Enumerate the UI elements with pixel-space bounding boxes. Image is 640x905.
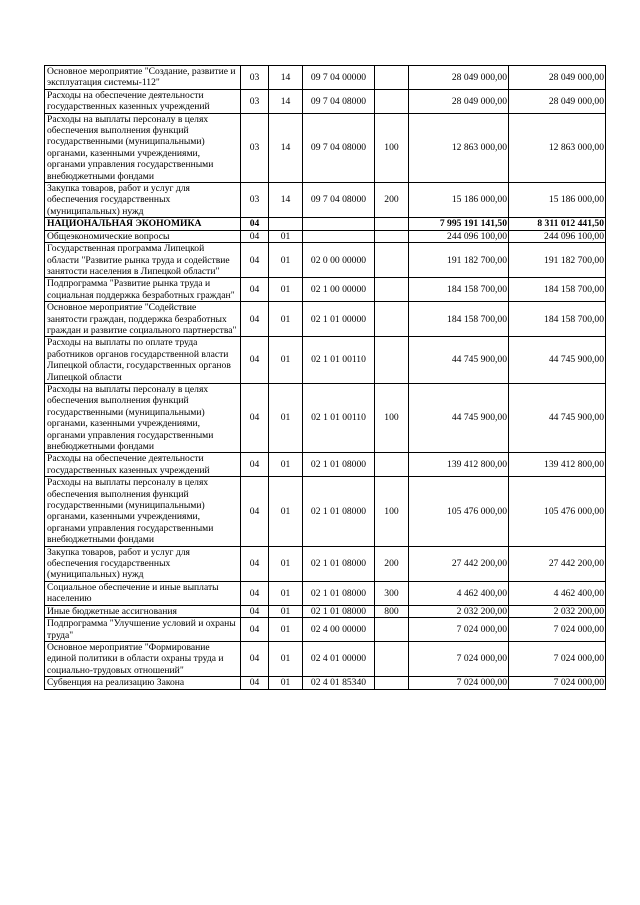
- row-name-cell: Социальное обеспечение и иные выплаты населению: [45, 581, 241, 605]
- target-article-cell: 02 1 01 08000: [303, 477, 375, 546]
- row-name-cell: Закупка товаров, работ и услуг для обеспечения государственных (муниципальных) нужд: [45, 546, 241, 581]
- expense-type-cell: [375, 89, 409, 113]
- table-row: [45, 546, 606, 581]
- subsection-code-cell: 01: [269, 677, 303, 689]
- subsection-code-cell: 01: [269, 230, 303, 242]
- target-article-cell: 02 1 01 08000: [303, 453, 375, 477]
- amount-year2-cell: 7 024 000,00: [509, 641, 606, 676]
- section-code-cell: 04: [241, 243, 269, 278]
- amount-year2-cell: 244 096 100,00: [509, 230, 606, 242]
- section-code-cell: 04: [241, 641, 269, 676]
- subsection-code-cell: 14: [269, 183, 303, 218]
- expense-type-cell: [375, 66, 409, 90]
- subsection-code-cell: 01: [269, 477, 303, 546]
- row-name-cell: Основное мероприятие "Формирование единой политики в области охраны труда и социально-трудовых отношений": [45, 641, 241, 676]
- target-article-cell: 02 4 01 85340: [303, 677, 375, 689]
- amount-year1-cell: 4 462 400,00: [409, 581, 509, 605]
- table-row: [45, 218, 606, 230]
- target-article-cell: 09 7 04 08000: [303, 113, 375, 182]
- section-code-cell: 03: [241, 183, 269, 218]
- target-article-cell: [303, 230, 375, 242]
- target-article-cell: 02 1 01 08000: [303, 605, 375, 617]
- amount-year1-cell: 7 024 000,00: [409, 618, 509, 642]
- expense-type-cell: [375, 641, 409, 676]
- amount-year2-cell: 184 158 700,00: [509, 278, 606, 302]
- expense-type-cell: 200: [375, 546, 409, 581]
- target-article-cell: 02 1 00 00000: [303, 278, 375, 302]
- table-row: [45, 641, 606, 676]
- section-code-cell: 04: [241, 477, 269, 546]
- row-name-cell: Общеэкономические вопросы: [45, 230, 241, 242]
- amount-year2-cell: 184 158 700,00: [509, 302, 606, 337]
- budget-table: [44, 65, 606, 690]
- table-row: [45, 183, 606, 218]
- amount-year1-cell: 244 096 100,00: [409, 230, 509, 242]
- expense-type-cell: 200: [375, 183, 409, 218]
- amount-year1-cell: 7 995 191 141,50: [409, 218, 509, 230]
- section-code-cell: 04: [241, 581, 269, 605]
- amount-year2-cell: 105 476 000,00: [509, 477, 606, 546]
- amount-year2-cell: 2 032 200,00: [509, 605, 606, 617]
- subsection-code-cell: 01: [269, 453, 303, 477]
- target-article-cell: [303, 218, 375, 230]
- expense-type-cell: 800: [375, 605, 409, 617]
- expense-type-cell: [375, 230, 409, 242]
- section-code-cell: 04: [241, 618, 269, 642]
- table-row: [45, 605, 606, 617]
- table-row: [45, 581, 606, 605]
- table-row: [45, 243, 606, 278]
- subsection-code-cell: 01: [269, 302, 303, 337]
- target-article-cell: 02 4 00 00000: [303, 618, 375, 642]
- expense-type-cell: 100: [375, 477, 409, 546]
- subsection-code-cell: 01: [269, 337, 303, 384]
- expense-type-cell: [375, 618, 409, 642]
- amount-year2-cell: 15 186 000,00: [509, 183, 606, 218]
- amount-year2-cell: 12 863 000,00: [509, 113, 606, 182]
- expense-type-cell: 100: [375, 383, 409, 452]
- target-article-cell: 09 7 04 08000: [303, 89, 375, 113]
- subsection-code-cell: 14: [269, 66, 303, 90]
- amount-year1-cell: 28 049 000,00: [409, 89, 509, 113]
- amount-year2-cell: 8 311 012 441,50: [509, 218, 606, 230]
- amount-year1-cell: 2 032 200,00: [409, 605, 509, 617]
- expense-type-cell: [375, 677, 409, 689]
- target-article-cell: 09 7 04 00000: [303, 66, 375, 90]
- table-row: [45, 230, 606, 242]
- amount-year2-cell: 7 024 000,00: [509, 618, 606, 642]
- table-row: [45, 113, 606, 182]
- table-row: [45, 453, 606, 477]
- section-code-cell: 04: [241, 302, 269, 337]
- expense-type-cell: [375, 337, 409, 384]
- subsection-code-cell: 01: [269, 618, 303, 642]
- subsection-code-cell: 01: [269, 641, 303, 676]
- section-code-cell: 04: [241, 453, 269, 477]
- amount-year1-cell: 7 024 000,00: [409, 641, 509, 676]
- row-name-cell: НАЦИОНАЛЬНАЯ ЭКОНОМИКА: [45, 218, 241, 230]
- expense-type-cell: [375, 302, 409, 337]
- row-name-cell: Основное мероприятие "Создание, развитие и эксплуатация системы-112": [45, 66, 241, 90]
- row-name-cell: Расходы на выплаты персоналу в целях обеспечения выполнения функций государственными (муниципальными) органами, казенными учреждениями, органами управления государственными внебюджетными фондами: [45, 113, 241, 182]
- row-name-cell: Субвенция на реализацию Закона: [45, 677, 241, 689]
- target-article-cell: 02 1 01 08000: [303, 546, 375, 581]
- row-name-cell: Государственная программа Липецкой области "Развитие рынка труда и содействие занятости населения в Липецкой области": [45, 243, 241, 278]
- target-article-cell: 02 1 01 00110: [303, 383, 375, 452]
- subsection-code-cell: 01: [269, 581, 303, 605]
- section-code-cell: 04: [241, 605, 269, 617]
- row-name-cell: Расходы на выплаты по оплате труда работников органов государственной власти Липецкой области, государственных органов Липецкой области: [45, 337, 241, 384]
- target-article-cell: 02 1 01 00000: [303, 302, 375, 337]
- table-row: [45, 618, 606, 642]
- amount-year2-cell: 139 412 800,00: [509, 453, 606, 477]
- amount-year2-cell: 28 049 000,00: [509, 66, 606, 90]
- target-article-cell: 02 4 01 00000: [303, 641, 375, 676]
- section-code-cell: 04: [241, 278, 269, 302]
- amount-year1-cell: 27 442 200,00: [409, 546, 509, 581]
- amount-year1-cell: 28 049 000,00: [409, 66, 509, 90]
- row-name-cell: Закупка товаров, работ и услуг для обеспечения государственных (муниципальных) нужд: [45, 183, 241, 218]
- section-code-cell: 04: [241, 337, 269, 384]
- table-row: [45, 302, 606, 337]
- subsection-code-cell: 14: [269, 113, 303, 182]
- subsection-code-cell: [269, 218, 303, 230]
- amount-year1-cell: 44 745 900,00: [409, 337, 509, 384]
- section-code-cell: 04: [241, 218, 269, 230]
- amount-year1-cell: 184 158 700,00: [409, 278, 509, 302]
- section-code-cell: 03: [241, 113, 269, 182]
- amount-year2-cell: 27 442 200,00: [509, 546, 606, 581]
- row-name-cell: Расходы на обеспечение деятельности государственных казенных учреждений: [45, 453, 241, 477]
- row-name-cell: Основное мероприятие "Содействие занятости граждан, поддержка безработных граждан и развитие социального партнерства": [45, 302, 241, 337]
- subsection-code-cell: 01: [269, 383, 303, 452]
- table-row: [45, 66, 606, 90]
- subsection-code-cell: 01: [269, 278, 303, 302]
- target-article-cell: 02 1 01 08000: [303, 581, 375, 605]
- amount-year1-cell: 12 863 000,00: [409, 113, 509, 182]
- section-code-cell: 04: [241, 230, 269, 242]
- target-article-cell: 09 7 04 08000: [303, 183, 375, 218]
- amount-year1-cell: 7 024 000,00: [409, 677, 509, 689]
- target-article-cell: 02 0 00 00000: [303, 243, 375, 278]
- table-body: [45, 66, 606, 690]
- subsection-code-cell: 01: [269, 605, 303, 617]
- section-code-cell: 04: [241, 677, 269, 689]
- amount-year1-cell: 191 182 700,00: [409, 243, 509, 278]
- table-row: [45, 278, 606, 302]
- row-name-cell: Расходы на выплаты персоналу в целях обеспечения выполнения функций государственными (муниципальными) органами, казенными учреждениями, органами управления государственными внебюджетными фондами: [45, 383, 241, 452]
- row-name-cell: Иные бюджетные ассигнования: [45, 605, 241, 617]
- target-article-cell: 02 1 01 00110: [303, 337, 375, 384]
- amount-year1-cell: 44 745 900,00: [409, 383, 509, 452]
- section-code-cell: 04: [241, 546, 269, 581]
- row-name-cell: Расходы на обеспечение деятельности государственных казенных учреждений: [45, 89, 241, 113]
- amount-year2-cell: 7 024 000,00: [509, 677, 606, 689]
- table-row: [45, 337, 606, 384]
- expense-type-cell: 300: [375, 581, 409, 605]
- amount-year1-cell: 105 476 000,00: [409, 477, 509, 546]
- amount-year2-cell: 191 182 700,00: [509, 243, 606, 278]
- row-name-cell: Расходы на выплаты персоналу в целях обеспечения выполнения функций государственными (муниципальными) органами, казенными учреждениями, органами управления государственными внебюджетными фондами: [45, 477, 241, 546]
- section-code-cell: 03: [241, 89, 269, 113]
- expense-type-cell: 100: [375, 113, 409, 182]
- section-code-cell: 04: [241, 383, 269, 452]
- amount-year1-cell: 184 158 700,00: [409, 302, 509, 337]
- amount-year2-cell: 28 049 000,00: [509, 89, 606, 113]
- amount-year2-cell: 44 745 900,00: [509, 337, 606, 384]
- row-name-cell: Подпрограмма "Улучшение условий и охраны труда": [45, 618, 241, 642]
- amount-year2-cell: 44 745 900,00: [509, 383, 606, 452]
- expense-type-cell: [375, 218, 409, 230]
- expense-type-cell: [375, 243, 409, 278]
- subsection-code-cell: 01: [269, 546, 303, 581]
- amount-year1-cell: 139 412 800,00: [409, 453, 509, 477]
- table-row: [45, 89, 606, 113]
- expense-type-cell: [375, 278, 409, 302]
- amount-year1-cell: 15 186 000,00: [409, 183, 509, 218]
- row-name-cell: Подпрограмма "Развитие рынка труда и социальная поддержка безработных граждан": [45, 278, 241, 302]
- section-code-cell: 03: [241, 66, 269, 90]
- table-row: [45, 477, 606, 546]
- table-row: [45, 677, 606, 689]
- amount-year2-cell: 4 462 400,00: [509, 581, 606, 605]
- subsection-code-cell: 14: [269, 89, 303, 113]
- subsection-code-cell: 01: [269, 243, 303, 278]
- table-row: [45, 383, 606, 452]
- expense-type-cell: [375, 453, 409, 477]
